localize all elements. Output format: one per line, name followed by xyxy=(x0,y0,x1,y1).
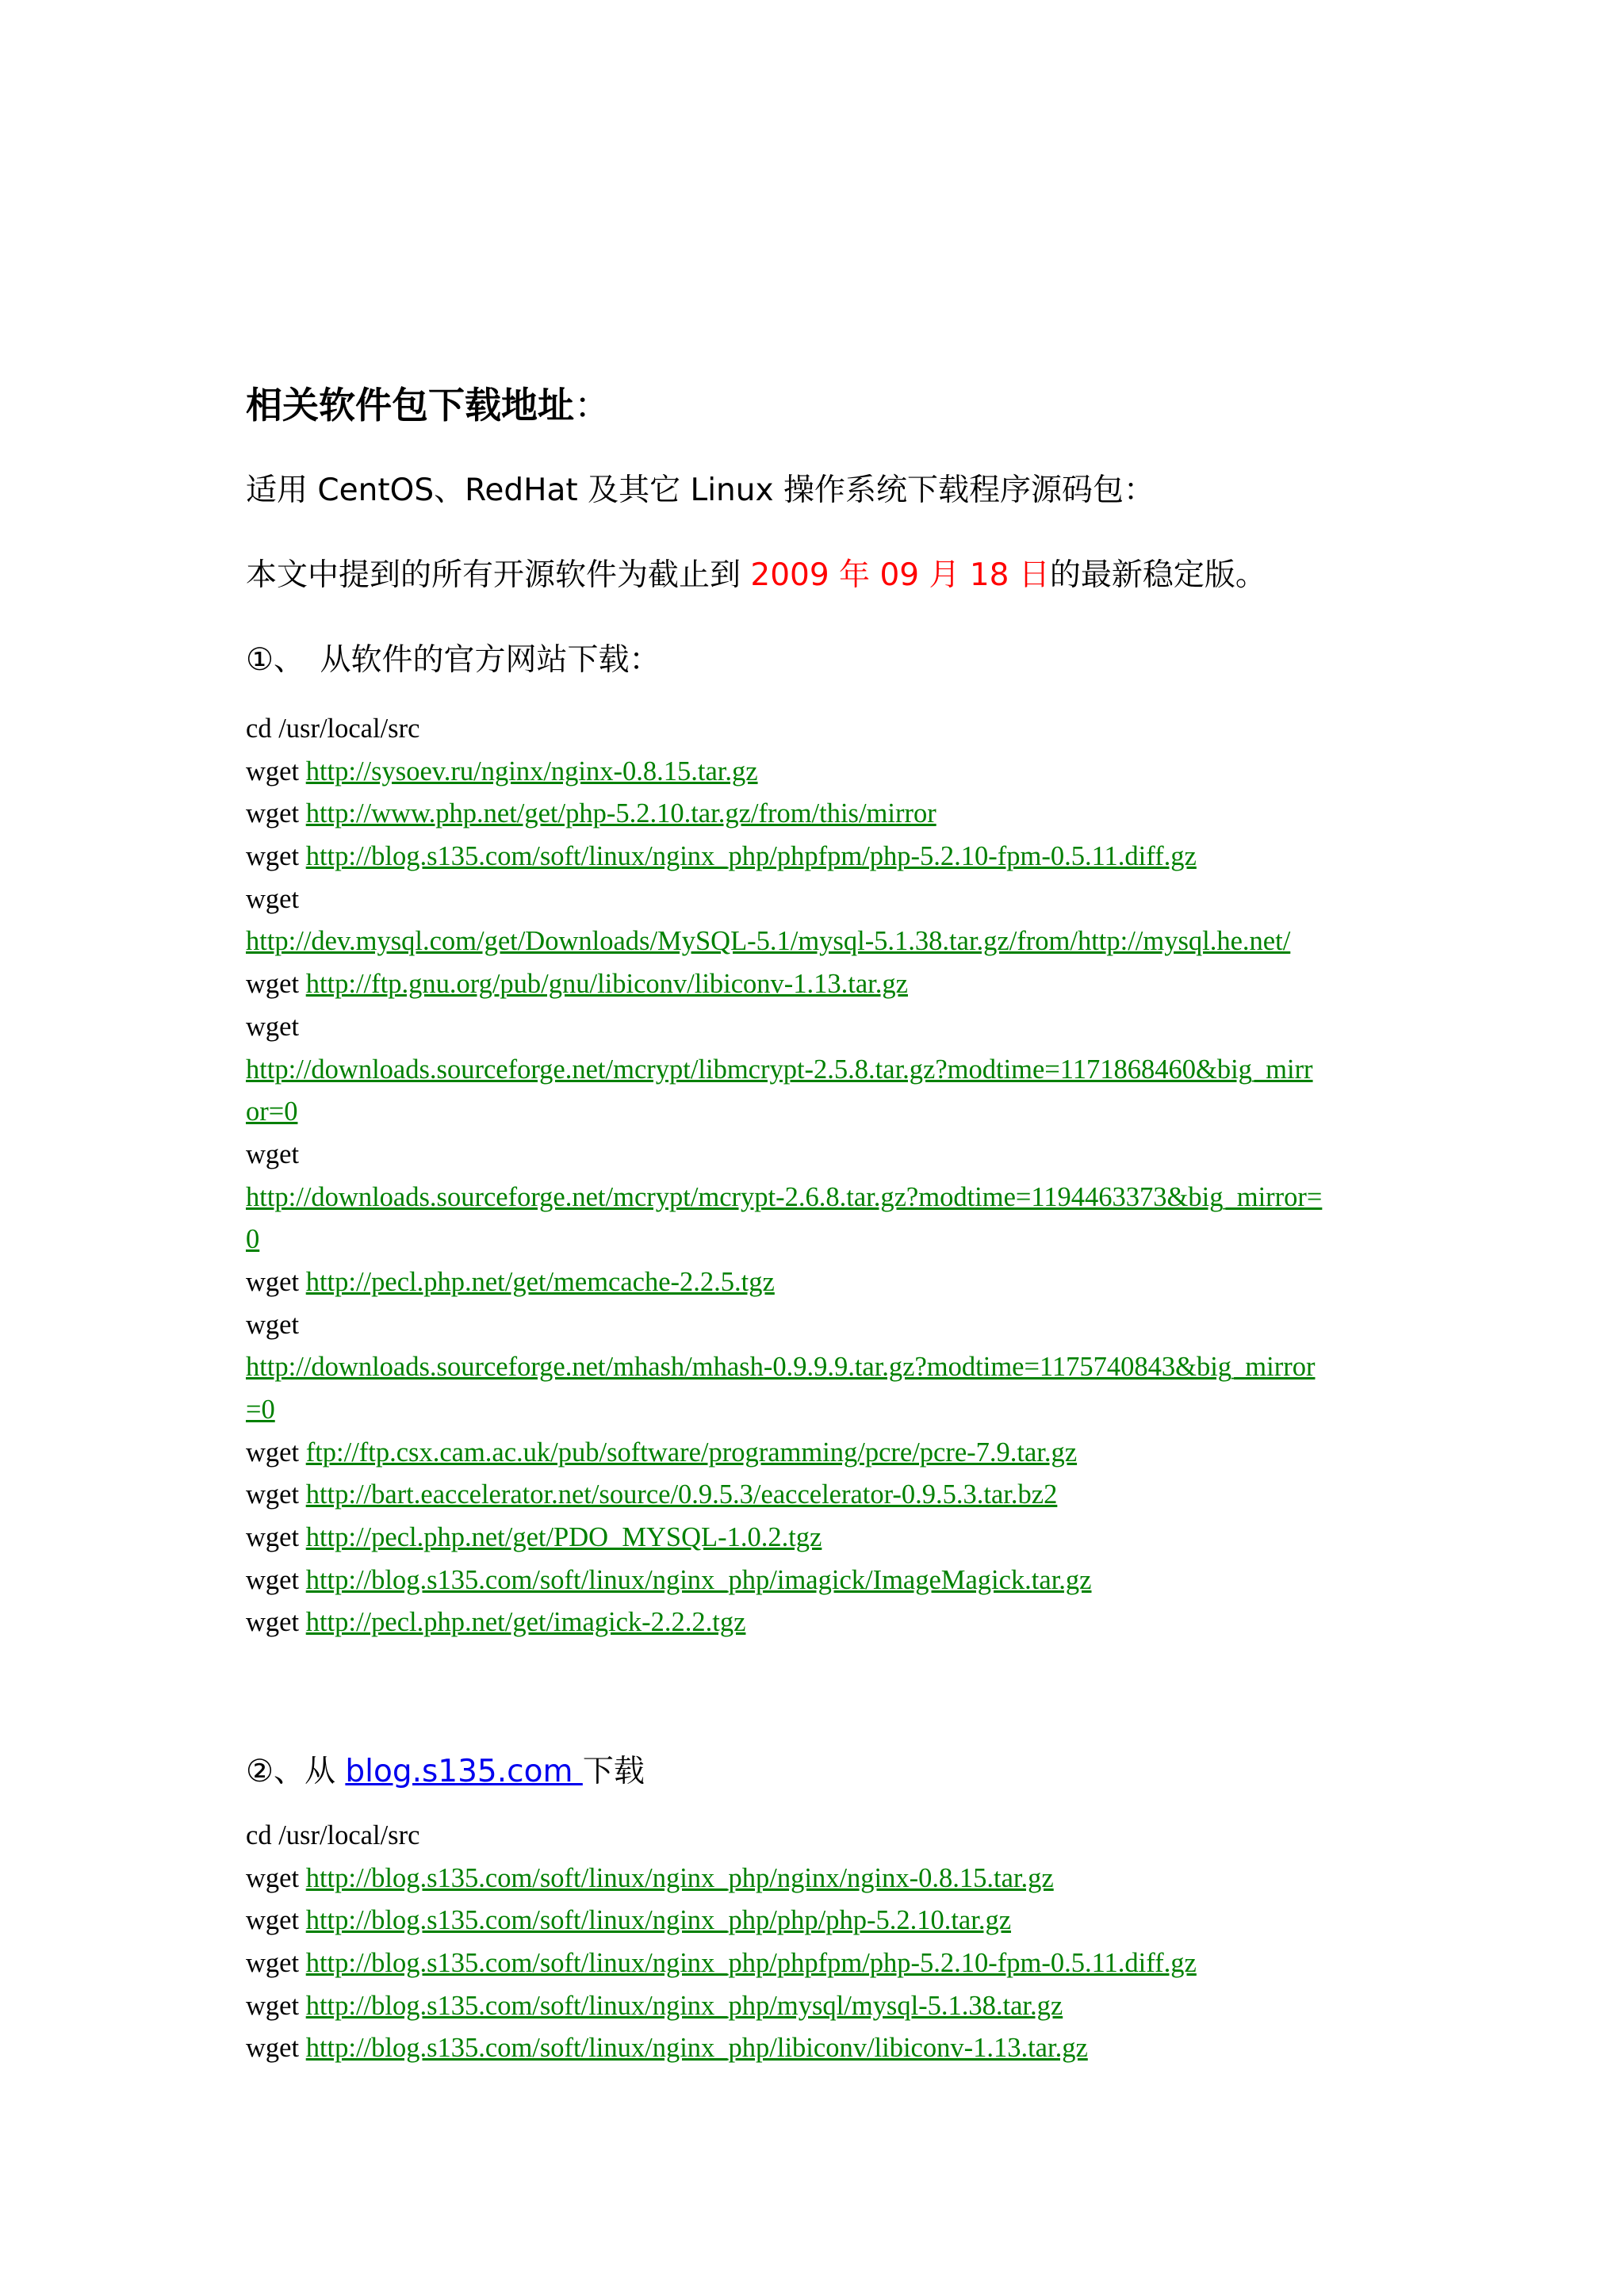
command-line xyxy=(246,751,1380,794)
section1-title: ①、 从软件的官方网站下载： xyxy=(246,642,661,678)
wget-keyword: wget xyxy=(246,1948,300,1979)
intro-line: 适用 CentOS、RedHat 及其它 Linux 操作系统下载程序源码包： xyxy=(246,473,1155,508)
command-line xyxy=(246,963,1380,1006)
section2-suffix: 下载 xyxy=(582,1754,645,1789)
wget-keyword-line: wget xyxy=(246,1011,300,1042)
command-line xyxy=(246,2027,1380,2070)
wget-keyword: wget xyxy=(246,1862,300,1893)
download-link[interactable]: http://sysoev.ru/nginx/nginx-0.8.15.tar.gz xyxy=(305,756,758,786)
download-link[interactable]: http://bart.eaccelerator.net/source/0.9.5.3/eaccelerator-0.9.5.3.tar.bz2 xyxy=(305,1479,1058,1510)
download-link[interactable]: http://downloads.sourceforge.net/mhash/mhash-0.9.9.9.tar.gz?modtime=1175740843&big_mirror xyxy=(246,1352,1316,1383)
command-line xyxy=(246,1985,1380,2028)
command-line xyxy=(246,793,1380,836)
section2-prefix: ②、从 xyxy=(246,1754,346,1789)
download-link[interactable]: http://pecl.php.net/get/imagick-2.2.2.tgz xyxy=(305,1607,746,1638)
command-line xyxy=(246,1091,1380,1134)
download-link-continued[interactable]: or=0 xyxy=(246,1096,298,1127)
download-link[interactable]: http://dev.mysql.com/get/Downloads/MySQL-5.1/mysql-5.1.38.tar.gz/from/http://mysql.he.net/ xyxy=(246,926,1291,957)
download-link[interactable]: http://pecl.php.net/get/memcache-2.2.5.tgz xyxy=(305,1266,775,1297)
wget-keyword: wget xyxy=(246,1990,300,2021)
section1-commands xyxy=(246,708,1380,1644)
wget-keyword: wget xyxy=(246,1607,300,1638)
wget-keyword: wget xyxy=(246,798,300,829)
download-link[interactable]: http://blog.s135.com/soft/linux/nginx_php/libiconv/libiconv-1.13.tar.gz xyxy=(305,2033,1088,2064)
command-line xyxy=(246,1601,1380,1644)
wget-keyword: wget xyxy=(246,1522,300,1553)
download-link[interactable]: http://blog.s135.com/soft/linux/nginx_php/nginx/nginx-0.8.15.tar.gz xyxy=(305,1862,1054,1893)
notice-prefix: 本文中提到的所有开源软件为截止到 xyxy=(246,557,751,593)
download-link-continued[interactable]: 0 xyxy=(246,1224,260,1255)
command-line xyxy=(246,836,1380,878)
page-title xyxy=(246,384,611,427)
section2-commands xyxy=(246,1815,1380,2070)
download-link[interactable]: http://www.php.net/get/php-5.2.10.tar.gz/from/this/mirror xyxy=(305,798,936,829)
download-link[interactable]: http://ftp.gnu.org/pub/gnu/libiconv/libiconv-1.13.tar.gz xyxy=(305,969,908,1000)
download-link[interactable]: http://blog.s135.com/soft/linux/nginx_php/mysql/mysql-5.1.38.tar.gz xyxy=(305,1990,1063,2021)
command-line xyxy=(246,1219,1380,1261)
command-line xyxy=(246,1177,1380,1219)
wget-keyword: wget xyxy=(246,1479,300,1510)
command-line xyxy=(246,1474,1380,1517)
wget-keyword: wget xyxy=(246,1437,300,1468)
download-link[interactable]: http://pecl.php.net/get/PDO_MYSQL-1.0.2.tgz xyxy=(305,1522,822,1553)
wget-keyword-line: wget xyxy=(246,1309,300,1340)
command-line xyxy=(246,1389,1380,1432)
download-link[interactable]: http://blog.s135.com/soft/linux/nginx_php/phpfpm/php-5.2.10-fpm-0.5.11.diff.gz xyxy=(305,841,1197,872)
download-link[interactable]: http://downloads.sourceforge.net/mcrypt/mcrypt-2.6.8.tar.gz?modtime=1194463373&big_mirror= xyxy=(246,1181,1323,1212)
notice-date: 2009 年 09 月 18 日 xyxy=(750,557,1050,593)
site-link[interactable]: blog.s135.com xyxy=(345,1754,583,1789)
wget-keyword: wget xyxy=(246,1564,300,1595)
wget-keyword: wget xyxy=(246,756,300,786)
wget-keyword: wget xyxy=(246,969,300,1000)
command-line xyxy=(246,920,1380,963)
command-line xyxy=(246,1432,1380,1475)
wget-keyword-line: wget xyxy=(246,1138,300,1169)
command-line xyxy=(246,1900,1380,1942)
command-line xyxy=(246,1517,1380,1559)
command-line xyxy=(246,1942,1380,1985)
version-notice xyxy=(246,557,1266,595)
wget-keyword: wget xyxy=(246,1266,300,1297)
page-title-colon: ： xyxy=(574,384,611,427)
cd-command: cd /usr/local/src xyxy=(246,1820,420,1850)
page-title-text: 相关软件包下载地址 xyxy=(246,384,574,427)
command-line xyxy=(246,1858,1380,1900)
notice-suffix: 的最新稳定版。 xyxy=(1049,557,1266,593)
wget-keyword: wget xyxy=(246,2033,300,2064)
command-line xyxy=(246,1049,1380,1092)
cd-command: cd /usr/local/src xyxy=(246,714,420,744)
download-link[interactable]: ftp://ftp.csx.cam.ac.uk/pub/software/programming/pcre/pcre-7.9.tar.gz xyxy=(305,1437,1078,1468)
wget-keyword-line: wget xyxy=(246,883,300,914)
download-link[interactable]: http://downloads.sourceforge.net/mcrypt/libmcrypt-2.5.8.tar.gz?modtime=1171868460&big_mirr xyxy=(246,1054,1313,1085)
download-link[interactable]: http://blog.s135.com/soft/linux/nginx_php/phpfpm/php-5.2.10-fpm-0.5.11.diff.gz xyxy=(305,1948,1197,1979)
download-link-continued[interactable]: =0 xyxy=(246,1395,275,1425)
command-line xyxy=(246,1346,1380,1389)
command-line xyxy=(246,1559,1380,1602)
wget-keyword: wget xyxy=(246,1905,300,1936)
download-link[interactable]: http://blog.s135.com/soft/linux/nginx_php/imagick/ImageMagick.tar.gz xyxy=(305,1564,1092,1595)
wget-keyword: wget xyxy=(246,841,300,872)
section2-title xyxy=(246,1754,645,1791)
command-line xyxy=(246,1261,1380,1304)
download-link[interactable]: http://blog.s135.com/soft/linux/nginx_php/php/php-5.2.10.tar.gz xyxy=(305,1905,1012,1936)
